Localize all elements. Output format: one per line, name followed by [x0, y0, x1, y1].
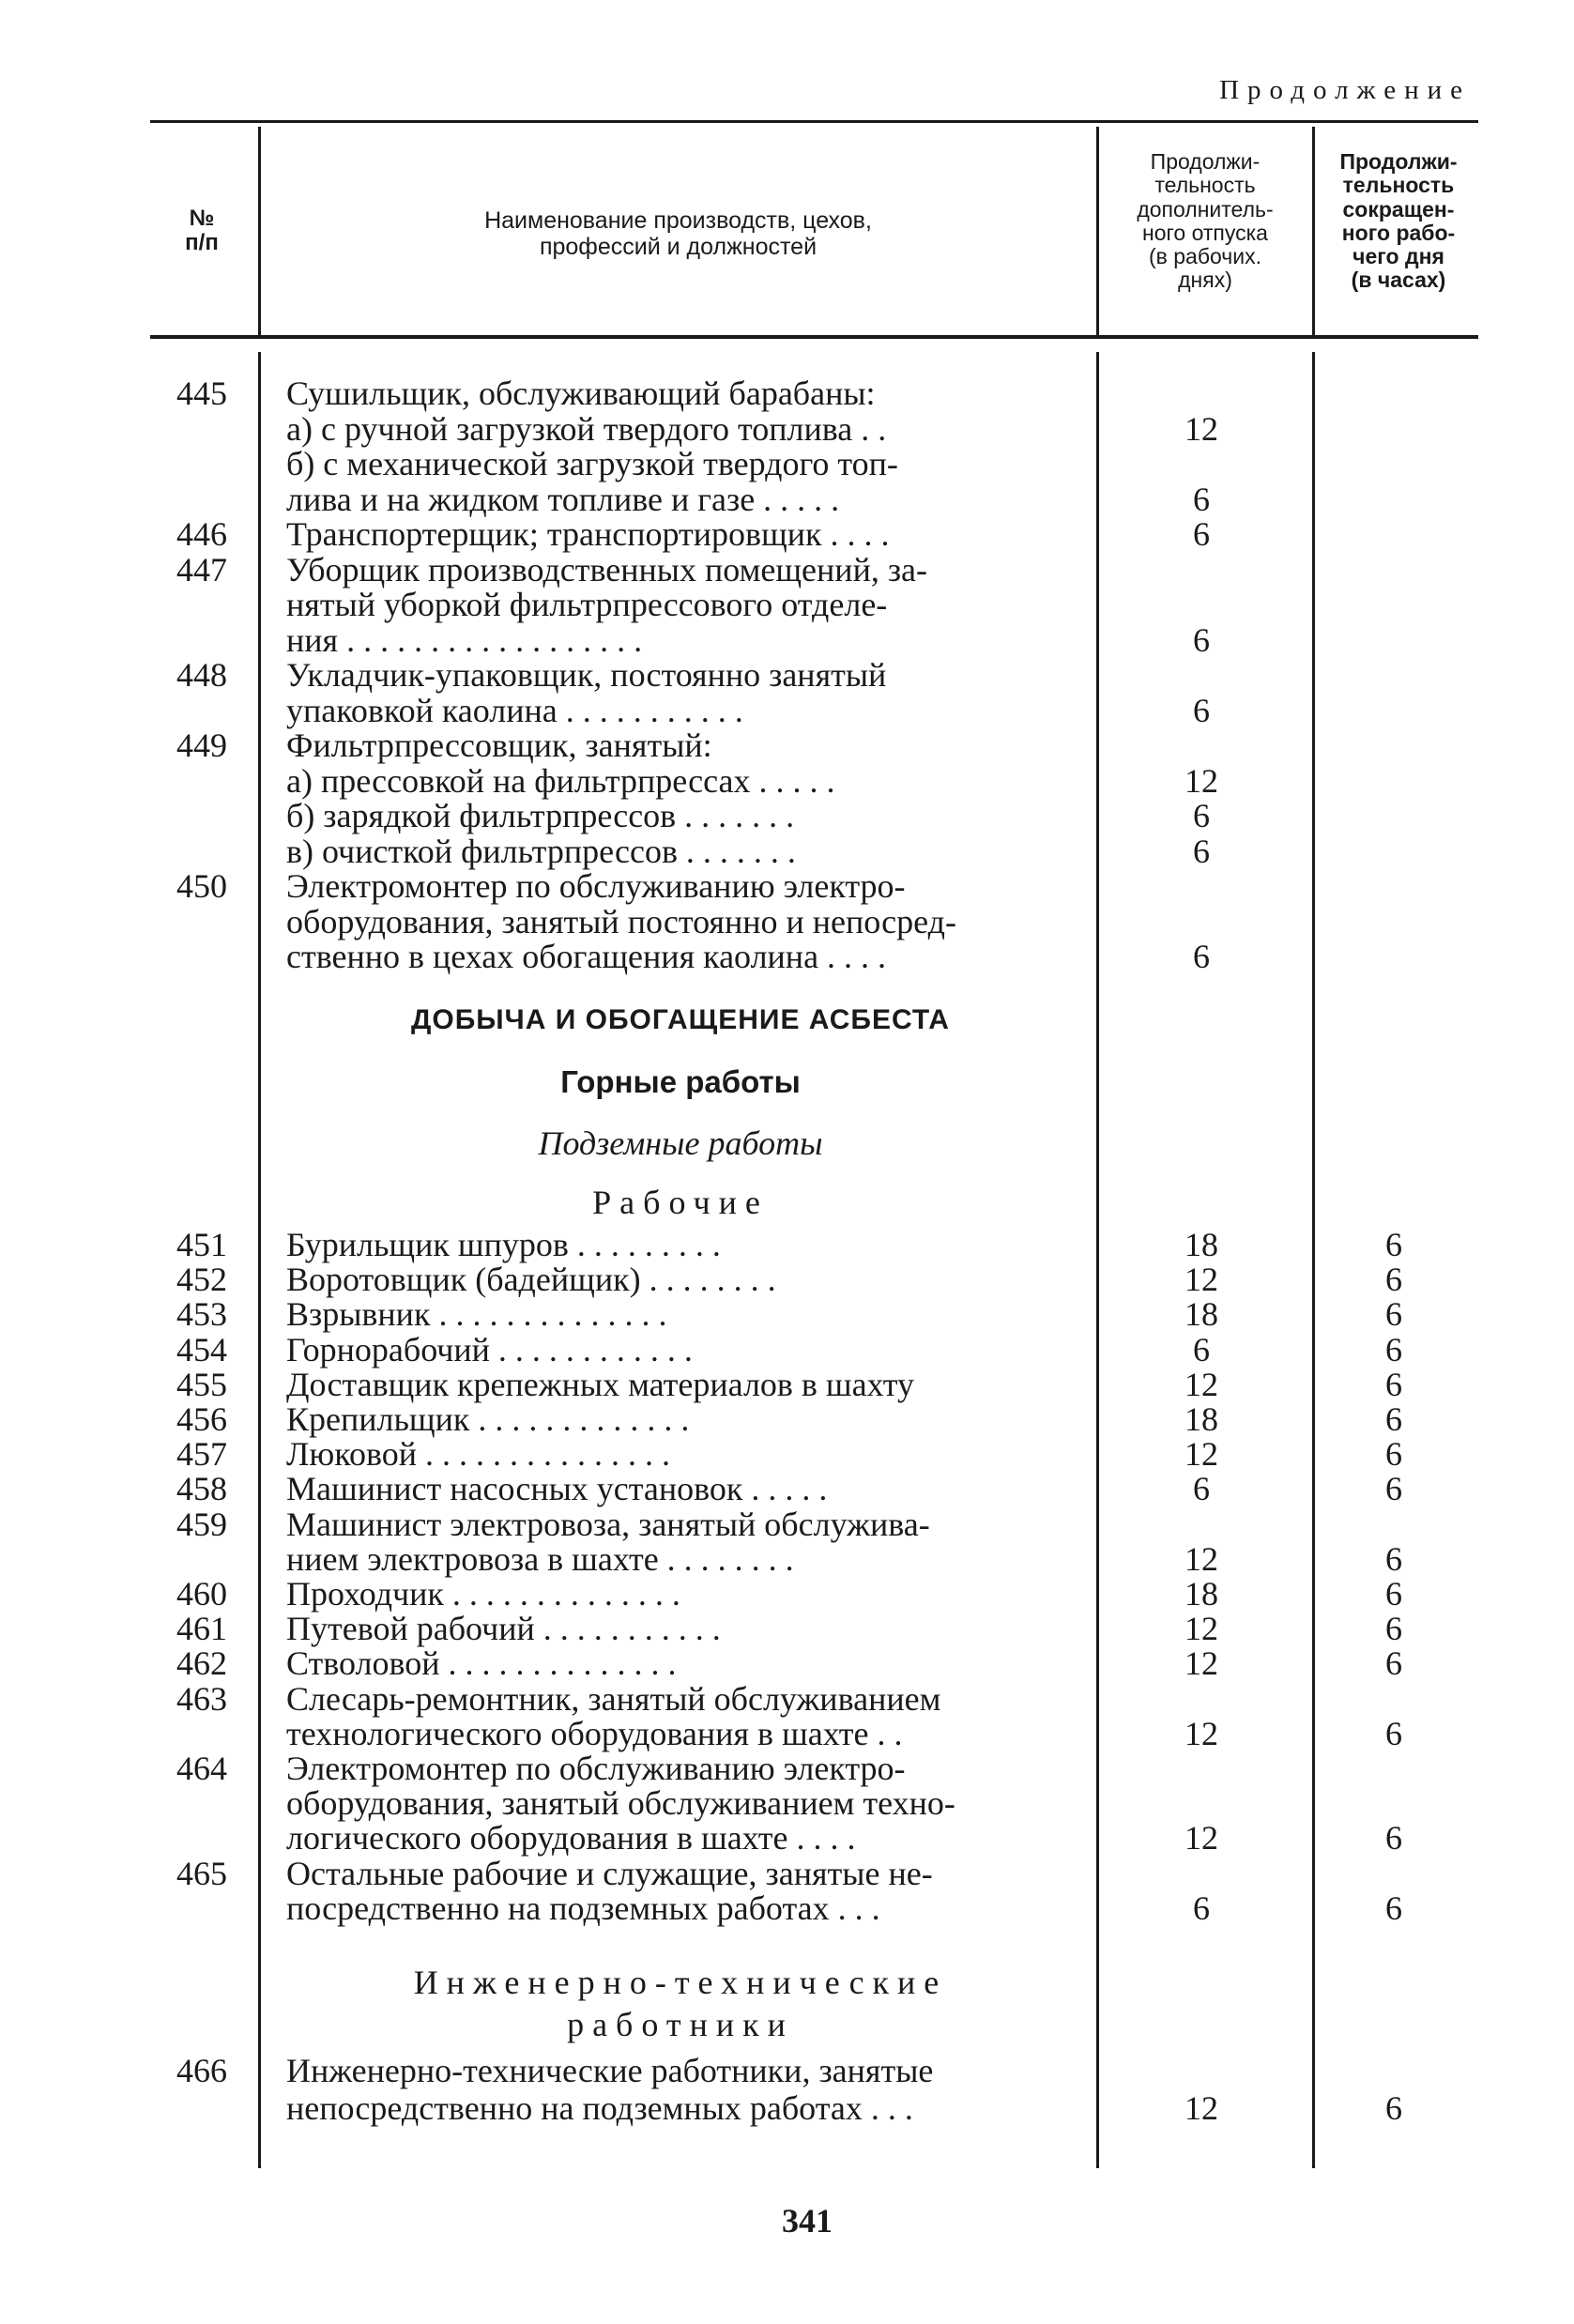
- header-col1-line: (в рабочих.: [1148, 244, 1262, 269]
- row-reduced-hours: 6: [1385, 1226, 1402, 1263]
- column-divider-2: [1096, 127, 1099, 338]
- row-description: Фильтрпрессовщик, занятый:: [286, 726, 712, 764]
- row-vacation-days: 18: [1184, 1400, 1218, 1438]
- row-number: 454: [176, 1330, 227, 1368]
- row-vacation-days: 12: [1184, 1610, 1218, 1648]
- header-col2-line: тельность: [1342, 173, 1455, 198]
- row-description: Машинист электровоза, занятый обслужива-: [286, 1505, 930, 1543]
- row-description: ственно в цехах обогащения каолина . . . .: [286, 938, 887, 975]
- header-col2-line: ного рабо-: [1341, 220, 1456, 245]
- header-name-line: Наименование производств, цехов,: [484, 207, 872, 234]
- section-title: ДОБЫЧА И ОБОГАЩЕНИЕ АСБЕСТА: [411, 1004, 950, 1035]
- header-number: [155, 206, 249, 256]
- row-vacation-days: 12: [1184, 1644, 1218, 1683]
- header-col1-line: днях): [1178, 268, 1232, 293]
- row-vacation-days: 12: [1184, 1539, 1218, 1578]
- row-reduced-hours: 6: [1385, 1610, 1402, 1648]
- row-vacation-days: 12: [1184, 1435, 1218, 1474]
- header-col2-line: Продолжи-: [1339, 149, 1458, 174]
- row-vacation-days: 6: [1193, 1888, 1210, 1927]
- row-reduced-hours: 6: [1385, 1295, 1402, 1334]
- row-description: Уборщик производственных помещений, за-: [286, 550, 928, 589]
- row-description: а) прессовкой на фильтрпрессах . . . . .: [286, 761, 835, 800]
- row-number: 466: [176, 2052, 227, 2089]
- row-vacation-days: 12: [1184, 761, 1218, 800]
- header-name: [272, 208, 1084, 260]
- row-number: 456: [176, 1400, 227, 1438]
- row-reduced-hours: 6: [1385, 1470, 1402, 1508]
- row-reduced-hours: 6: [1385, 1365, 1402, 1403]
- row-description: Стволовой . . . . . . . . . . . . . .: [286, 1644, 677, 1683]
- header-bottom-rule: [150, 335, 1478, 339]
- row-description: Крепильщик . . . . . . . . . . . . .: [286, 1400, 690, 1438]
- row-vacation-days: 12: [1184, 409, 1218, 448]
- section-engineers-line1: Инженерно-технические: [413, 1964, 948, 2001]
- row-number: 459: [176, 1505, 227, 1543]
- row-vacation-days: 12: [1184, 2089, 1218, 2127]
- row-description: оборудования, занятый обслуживанием техно-: [286, 1784, 955, 1823]
- column-divider-1b: [258, 352, 261, 2168]
- row-vacation-days: 18: [1184, 1226, 1218, 1263]
- row-description: Машинист насосных установок . . . . .: [286, 1470, 828, 1508]
- row-description: Инженерно-технические работники, занятые: [286, 2052, 934, 2089]
- row-number: 455: [176, 1365, 227, 1403]
- row-vacation-days: 6: [1193, 832, 1210, 870]
- header-col1-line: ного отпуска: [1142, 220, 1268, 245]
- row-description: Электромонтер по обслуживанию электро-: [286, 1750, 906, 1787]
- header-col2-line: сокращен-: [1342, 196, 1455, 222]
- row-number: 453: [176, 1295, 227, 1334]
- header-col1-line: Продолжи-: [1150, 149, 1261, 174]
- header-top-rule: [150, 120, 1478, 123]
- row-vacation-days: 6: [1193, 938, 1210, 975]
- section-subsubtitle: Подземные работы: [538, 1124, 823, 1162]
- row-reduced-hours: 6: [1385, 1261, 1402, 1299]
- page-number: 341: [782, 2202, 833, 2240]
- row-vacation-days: 6: [1193, 797, 1210, 834]
- row-description: Электромонтер по обслуживанию электро-: [286, 867, 906, 905]
- row-description: ния . . . . . . . . . . . . . . . . . .: [286, 620, 643, 659]
- row-number: 450: [176, 867, 227, 905]
- row-description: Взрывник . . . . . . . . . . . . . .: [286, 1295, 667, 1334]
- row-description: лива и на жидком топливе и газе . . . . .: [286, 480, 840, 518]
- section-engineers-line2: работники: [567, 2006, 794, 2043]
- row-description: Бурильщик шпуров . . . . . . . . .: [286, 1226, 721, 1263]
- row-reduced-hours: 6: [1385, 1644, 1402, 1683]
- row-number: 451: [176, 1226, 227, 1263]
- row-description: в) очисткой фильтрпрессов . . . . . . .: [286, 832, 796, 870]
- row-number: 447: [176, 550, 227, 589]
- row-vacation-days: 18: [1184, 1295, 1218, 1334]
- row-number: 461: [176, 1610, 227, 1648]
- row-number: 452: [176, 1261, 227, 1299]
- column-divider-1: [258, 127, 261, 338]
- row-number: 464: [176, 1750, 227, 1787]
- row-description: технологического оборудования в шахте . .: [286, 1714, 903, 1752]
- header-col1-line: тельность: [1154, 173, 1256, 198]
- row-number: 445: [176, 375, 227, 412]
- header-col1-line: дополнитель-: [1137, 196, 1274, 222]
- row-description: нием электровоза в шахте . . . . . . . .: [286, 1539, 794, 1578]
- row-vacation-days: 12: [1184, 1819, 1218, 1858]
- header-col2-line: (в часах): [1351, 268, 1446, 293]
- row-number: 462: [176, 1644, 227, 1683]
- row-description: нятый уборкой фильтрпрессового отделе-: [286, 586, 888, 623]
- row-description: Путевой рабочий . . . . . . . . . . .: [286, 1610, 721, 1648]
- header-col2-line: чего дня: [1352, 244, 1444, 269]
- row-number: 463: [176, 1679, 227, 1718]
- row-reduced-hours: 6: [1385, 1400, 1402, 1438]
- column-divider-3: [1312, 127, 1315, 338]
- row-description: б) зарядкой фильтрпрессов . . . . . . .: [286, 797, 795, 834]
- row-description: Сушильщик, обслуживающий барабаны:: [286, 375, 876, 412]
- row-vacation-days: 6: [1193, 1330, 1210, 1368]
- row-vacation-days: 6: [1193, 620, 1210, 659]
- row-description: Проходчик . . . . . . . . . . . . . .: [286, 1575, 680, 1613]
- row-number: 446: [176, 515, 227, 553]
- row-vacation-days: 6: [1193, 515, 1210, 553]
- row-reduced-hours: 6: [1385, 1575, 1402, 1613]
- row-reduced-hours: 6: [1385, 1539, 1402, 1578]
- row-description: а) с ручной загрузкой твердого топлива . .: [286, 409, 887, 448]
- row-reduced-hours: 6: [1385, 1435, 1402, 1474]
- row-description: Слесарь-ремонтник, занятый обслуживанием: [286, 1679, 941, 1718]
- row-number: 448: [176, 656, 227, 694]
- row-vacation-days: 12: [1184, 1365, 1218, 1403]
- row-description: упаковкой каолина . . . . . . . . . . .: [286, 691, 743, 729]
- row-reduced-hours: 6: [1385, 1888, 1402, 1927]
- row-vacation-days: 18: [1184, 1575, 1218, 1613]
- section-workers: Рабочие: [592, 1184, 769, 1221]
- row-description: Горнорабочий . . . . . . . . . . . .: [286, 1330, 693, 1368]
- row-number: 449: [176, 726, 227, 764]
- row-description: посредственно на подземных работах . . .: [286, 1888, 880, 1927]
- row-description: Транспортерщик; транспортировщик . . . .: [286, 515, 890, 553]
- row-number: 457: [176, 1435, 227, 1474]
- row-vacation-days: 12: [1184, 1261, 1218, 1299]
- header-col2: [1319, 150, 1478, 293]
- row-reduced-hours: 6: [1385, 2089, 1402, 2127]
- header-name-line: профессий и должностей: [539, 233, 818, 260]
- row-vacation-days: 6: [1193, 1470, 1210, 1508]
- section-subtitle: Горные работы: [560, 1064, 801, 1099]
- row-vacation-days: 6: [1193, 480, 1210, 518]
- row-description: б) с механической загрузкой твердого топ-: [286, 445, 898, 482]
- row-description: непосредственно на подземных работах . . .: [286, 2089, 913, 2127]
- row-description: Укладчик-упаковщик, постоянно занятый: [286, 656, 887, 694]
- row-vacation-days: 12: [1184, 1714, 1218, 1752]
- row-number: 465: [176, 1854, 227, 1892]
- header-number-line: п/п: [185, 230, 219, 256]
- row-number: 458: [176, 1470, 227, 1508]
- row-reduced-hours: 6: [1385, 1714, 1402, 1752]
- row-reduced-hours: 6: [1385, 1819, 1402, 1858]
- row-description: Воротовщик (бадейщик) . . . . . . . .: [286, 1261, 776, 1299]
- row-number: 460: [176, 1575, 227, 1613]
- row-reduced-hours: 6: [1385, 1330, 1402, 1368]
- row-vacation-days: 6: [1193, 691, 1210, 729]
- row-description: Люковой . . . . . . . . . . . . . . .: [286, 1435, 670, 1474]
- header-col1: [1104, 150, 1307, 293]
- row-description: логического оборудования в шахте . . . .: [286, 1819, 856, 1858]
- row-description: Доставщик крепежных материалов в шахту: [286, 1365, 914, 1403]
- continued-label: Продолжение: [1219, 75, 1471, 105]
- row-description: оборудования, занятый постоянно и непосред-: [286, 902, 956, 940]
- row-description: Остальные рабочие и служащие, занятые не-: [286, 1854, 933, 1892]
- header-number-line: №: [189, 206, 215, 231]
